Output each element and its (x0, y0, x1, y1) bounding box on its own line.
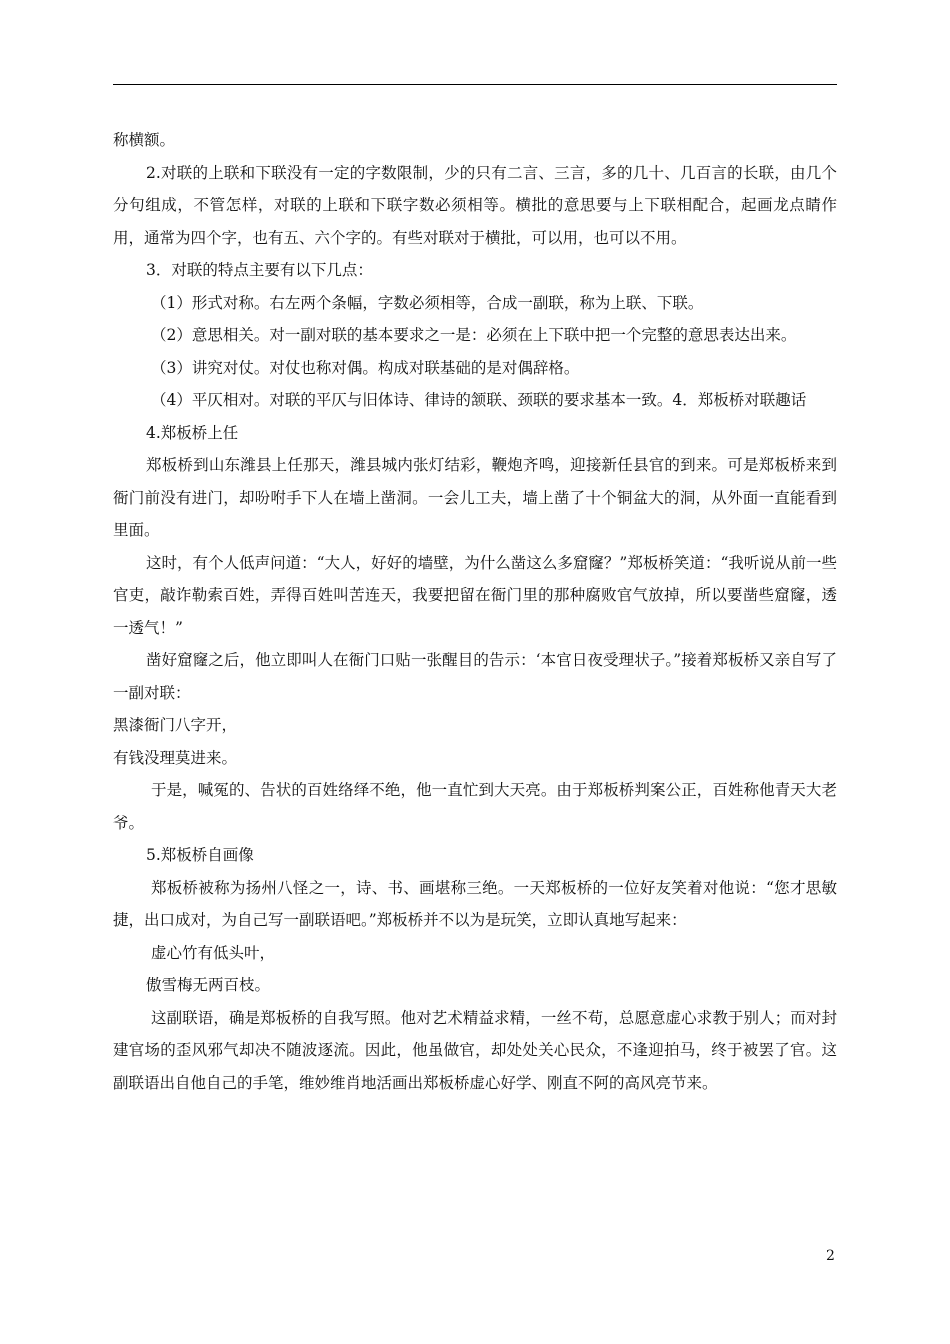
section-heading: 5.郑板桥自画像 (146, 846, 254, 864)
paragraph: 这副联语，确是郑板桥的自我写照。他对艺术精益求精，一丝不苟，总愿意虚心求教于别人；而对封建官场的歪风邪气却决不随波逐流。因此，他虽做官，却处处关心民众，不逢迎拍马，终于被罢了官。这副联语出自他自己的手笔，维妙维肖地活画出郑板桥虚心好学、刚直不阿的高风亮节来。 (113, 1008, 837, 1092)
paragraph: （2）意思相关。对一副对联的基本要求之一是：必须在上下联中把一个完整的意思表达出来。 (151, 326, 797, 344)
paragraph: （3）讲究对仗。对仗也称对偶。构成对联基础的是对偶辞格。 (151, 358, 580, 377)
couplet-line: 傲雪梅无两百枝。 (146, 976, 271, 994)
paragraph: 2.对联的上联和下联没有一定的字数限制，少的只有二言、三言，多的几十、几百言的长联，由几个分句组成，不管怎样，对联的上联和下联字数必须相等。横批的意思要与上下联相配合，起画龙点睛作用，通常为四个字，也有五、六个字的。有些对联对于横批，可以用，也可以不用。 (113, 163, 837, 247)
paragraph: （1）形式对称。右左两个条幅，字数必须相等，合成一副联，称为上联、下联。 (151, 293, 704, 312)
paragraph: 郑板桥到山东潍县上任那天，潍县城内张灯结彩，鞭炮齐鸣，迎接新任县官的到来。可是郑板桥来到衙门前没有进门，却吩咐手下人在墙上凿洞。一会儿工夫，墙上凿了十个铜盆大的洞，从外面一直能看到里面。 (113, 456, 837, 539)
section-heading: 4.郑板桥上任 (146, 423, 239, 442)
paragraph: 称横额。 (113, 131, 176, 149)
paragraph: 郑板桥被称为扬州八怪之一，诗、书、画堪称三绝。一天郑板桥的一位好友笑着对他说：“您才思敏捷，出口成对，为自己写一副联语吧。”郑板桥并不以为是玩笑，立即认真地写起来： (113, 878, 837, 929)
body-text (113, 124, 837, 1099)
paragraph: 凿好窟窿之后，他立即叫人在衙门口贴一张醒目的告示：‘本官日夜受理状子。”接着郑板桥又亲自写了一副对联： (113, 651, 837, 702)
paragraph: 于是，喊冤的、告状的百姓络绎不绝，他一直忙到大天亮。由于郑板桥判案公正，百姓称他青天大老爷。 (113, 781, 837, 832)
paragraph: （4）平仄相对。对联的平仄与旧体诗、律诗的颔联、颈联的要求基本一致。4．郑板桥对联趣话 (151, 391, 807, 409)
couplet-line: 有钱没理莫进来。 (113, 748, 238, 767)
header-rule (113, 84, 837, 85)
paragraph: 3．对联的特点主要有以下几点： (146, 261, 373, 279)
paragraph: 这时，有个人低声问道：“大人，好好的墙壁，为什么凿这么多窟窿？”郑板桥笑道：“我听说从前一些官吏，敲诈勒索百姓，弄得百姓叫苦连天，我要把留在衙门里的那种腐败官气放掉，所以要凿些窟窿，透一透气！” (113, 553, 837, 637)
couplet-line: 黑漆衙门八字开， (113, 716, 238, 734)
couplet-line: 虚心竹有低头叶， (151, 943, 276, 962)
page-number: 2 (826, 1248, 835, 1264)
